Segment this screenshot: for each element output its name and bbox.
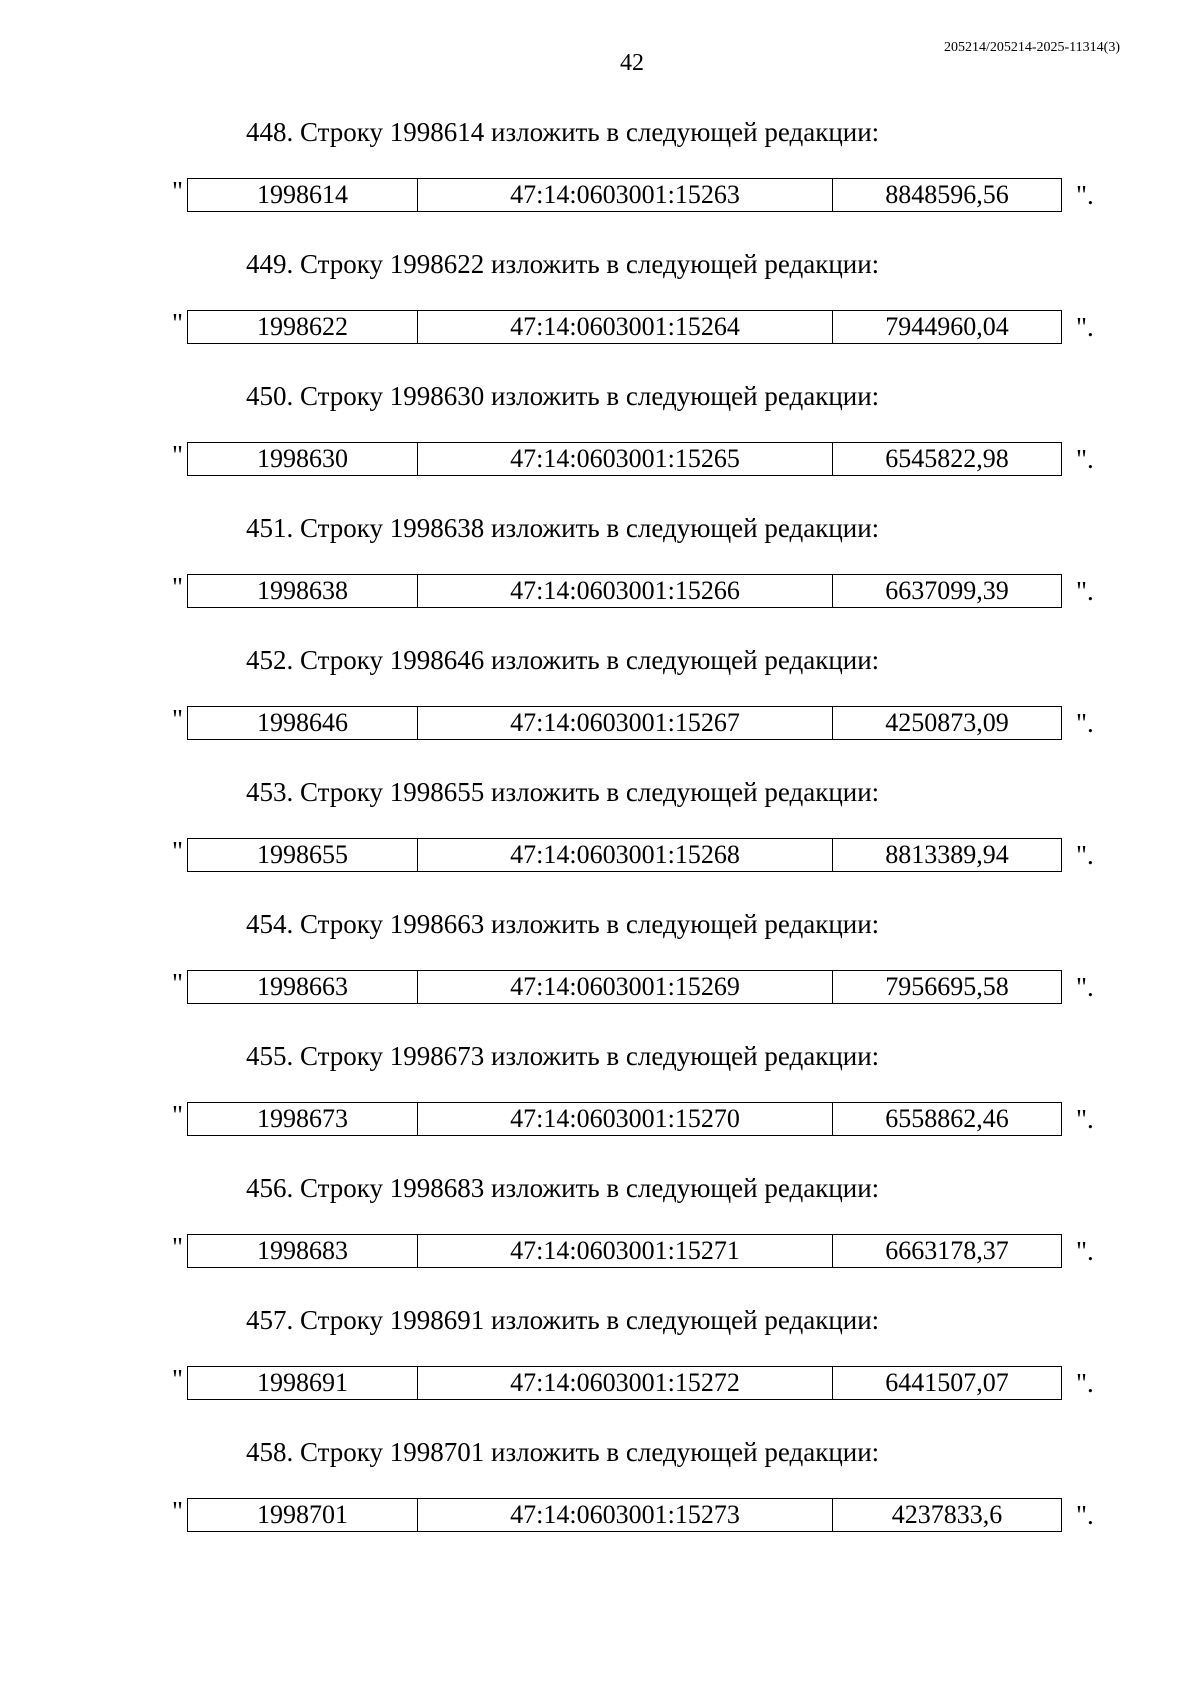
amendment-instruction: 457. Строку 1998691 изложить в следующей редакции: — [246, 1305, 880, 1335]
row-number-cell: 1998701 — [188, 1499, 418, 1532]
amendment-instruction: 450. Строку 1998630 изложить в следующей редакции: — [246, 381, 880, 411]
value-cell: 4250873,09 — [833, 707, 1062, 740]
row-table — [187, 706, 1062, 740]
document-body — [0, 112, 1200, 1564]
row-table — [187, 178, 1062, 212]
amendment-entry — [0, 508, 1200, 640]
close-quote: ". — [1076, 708, 1094, 738]
value-cell: 8848596,56 — [833, 179, 1062, 212]
close-quote: ". — [1076, 1368, 1094, 1398]
row-number-cell: 1998630 — [188, 443, 418, 476]
open-quote: " — [172, 1232, 184, 1262]
value-cell: 4237833,6 — [833, 1499, 1062, 1532]
close-quote: ". — [1076, 1500, 1094, 1530]
value-cell: 6663178,37 — [833, 1235, 1062, 1268]
replacement-row — [172, 970, 1094, 1004]
value-cell: 8813389,94 — [833, 839, 1062, 872]
row-table — [187, 310, 1062, 344]
replacement-row — [172, 310, 1094, 344]
table-row — [188, 311, 1062, 344]
close-quote: ". — [1076, 576, 1094, 606]
cadastral-number-cell: 47:14:0603001:15263 — [418, 179, 833, 212]
cadastral-number-cell: 47:14:0603001:15268 — [418, 839, 833, 872]
amendment-instruction: 458. Строку 1998701 изложить в следующей редакции: — [246, 1437, 880, 1467]
open-quote: " — [172, 308, 184, 338]
table-row — [188, 839, 1062, 872]
row-table — [187, 1498, 1062, 1532]
table-row — [188, 575, 1062, 608]
amendment-entry — [0, 1432, 1200, 1564]
close-quote: ". — [1076, 1104, 1094, 1134]
row-table — [187, 1234, 1062, 1268]
amendment-entry — [0, 112, 1200, 244]
amendment-instruction: 454. Строку 1998663 изложить в следующей редакции: — [246, 909, 880, 939]
cadastral-number-cell: 47:14:0603001:15271 — [418, 1235, 833, 1268]
replacement-row — [172, 838, 1094, 872]
row-number-cell: 1998646 — [188, 707, 418, 740]
cadastral-number-cell: 47:14:0603001:15266 — [418, 575, 833, 608]
table-row — [188, 707, 1062, 740]
row-table — [187, 838, 1062, 872]
row-table — [187, 1366, 1062, 1400]
close-quote: ". — [1076, 1236, 1094, 1266]
table-row — [188, 443, 1062, 476]
amendment-instruction: 452. Строку 1998646 изложить в следующей редакции: — [246, 645, 880, 675]
amendment-instruction: 451. Строку 1998638 изложить в следующей редакции: — [246, 513, 880, 543]
replacement-row — [172, 178, 1094, 212]
open-quote: " — [172, 1496, 184, 1526]
replacement-row — [172, 706, 1094, 740]
row-table — [187, 442, 1062, 476]
replacement-row — [172, 1102, 1094, 1136]
close-quote: ". — [1076, 180, 1094, 210]
value-cell: 7944960,04 — [833, 311, 1062, 344]
amendment-instruction: 453. Строку 1998655 изложить в следующей редакции: — [246, 777, 880, 807]
value-cell: 6558862,46 — [833, 1103, 1062, 1136]
amendment-entry — [0, 1300, 1200, 1432]
cadastral-number-cell: 47:14:0603001:15265 — [418, 443, 833, 476]
cadastral-number-cell: 47:14:0603001:15273 — [418, 1499, 833, 1532]
open-quote: " — [172, 572, 184, 602]
page-number: 42 — [620, 50, 644, 76]
table-row — [188, 1235, 1062, 1268]
amendment-instruction: 456. Строку 1998683 изложить в следующей редакции: — [246, 1173, 880, 1203]
row-number-cell: 1998683 — [188, 1235, 418, 1268]
replacement-row — [172, 1234, 1094, 1268]
amendment-entry — [0, 1168, 1200, 1300]
amendment-entry — [0, 376, 1200, 508]
cadastral-number-cell: 47:14:0603001:15270 — [418, 1103, 833, 1136]
row-table — [187, 574, 1062, 608]
row-number-cell: 1998663 — [188, 971, 418, 1004]
replacement-row — [172, 442, 1094, 476]
amendment-entry — [0, 244, 1200, 376]
row-number-cell: 1998638 — [188, 575, 418, 608]
open-quote: " — [172, 1100, 184, 1130]
cadastral-number-cell: 47:14:0603001:15267 — [418, 707, 833, 740]
open-quote: " — [172, 836, 184, 866]
row-table — [187, 1102, 1062, 1136]
amendment-entry — [0, 1036, 1200, 1168]
table-row — [188, 179, 1062, 212]
amendment-entry — [0, 772, 1200, 904]
table-row — [188, 1499, 1062, 1532]
row-number-cell: 1998673 — [188, 1103, 418, 1136]
value-cell: 6441507,07 — [833, 1367, 1062, 1400]
replacement-row — [172, 574, 1094, 608]
amendment-instruction: 455. Строку 1998673 изложить в следующей редакции: — [246, 1041, 880, 1071]
replacement-row — [172, 1366, 1094, 1400]
open-quote: " — [172, 704, 184, 734]
open-quote: " — [172, 440, 184, 470]
open-quote: " — [172, 1364, 184, 1394]
value-cell: 7956695,58 — [833, 971, 1062, 1004]
close-quote: ". — [1076, 840, 1094, 870]
open-quote: " — [172, 176, 184, 206]
cadastral-number-cell: 47:14:0603001:15272 — [418, 1367, 833, 1400]
row-number-cell: 1998691 — [188, 1367, 418, 1400]
close-quote: ". — [1076, 972, 1094, 1002]
cadastral-number-cell: 47:14:0603001:15269 — [418, 971, 833, 1004]
table-row — [188, 971, 1062, 1004]
close-quote: ". — [1076, 312, 1094, 342]
row-number-cell: 1998655 — [188, 839, 418, 872]
open-quote: " — [172, 968, 184, 998]
row-number-cell: 1998622 — [188, 311, 418, 344]
cadastral-number-cell: 47:14:0603001:15264 — [418, 311, 833, 344]
table-row — [188, 1103, 1062, 1136]
amendment-instruction: 449. Строку 1998622 изложить в следующей редакции: — [246, 249, 880, 279]
amendment-entry — [0, 640, 1200, 772]
close-quote: ". — [1076, 444, 1094, 474]
amendment-instruction: 448. Строку 1998614 изложить в следующей редакции: — [246, 117, 880, 147]
value-cell: 6637099,39 — [833, 575, 1062, 608]
value-cell: 6545822,98 — [833, 443, 1062, 476]
table-row — [188, 1367, 1062, 1400]
document-id: 205214/205214-2025-11314(3) — [943, 40, 1120, 55]
row-number-cell: 1998614 — [188, 179, 418, 212]
amendment-entry — [0, 904, 1200, 1036]
replacement-row — [172, 1498, 1094, 1532]
row-table — [187, 970, 1062, 1004]
